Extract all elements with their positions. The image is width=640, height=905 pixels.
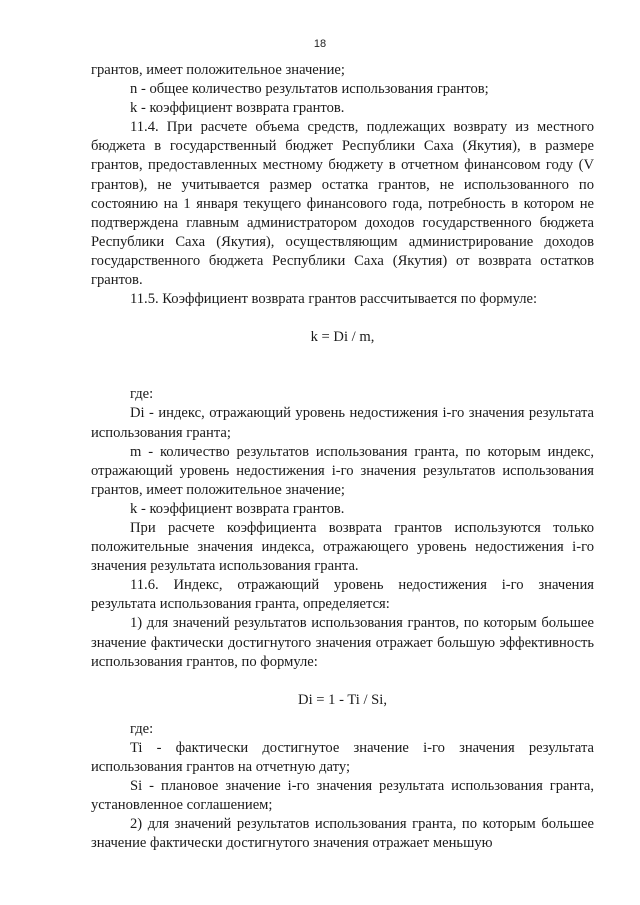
paragraph-continuation: грантов, имеет положительное значение; [91,62,345,78]
formula-di: Di = 1 - Ti / Si, [298,691,387,708]
paragraph-case-2: 2) для значений результатов использования гранта, по которым большее значение фактически достигнутого значения отражает меньшую [91,816,594,852]
paragraph-positive-values: При расчете коэффициента возврата грантов используются только положительные значения индекса, отражающего уровень недостижения i-го значения результата использования гранта. [91,519,594,575]
paragraph-m-definition: m - количество результатов использования гранта, по которым индекс, отражающий уровень недостижения i-го значения результатов использования грантов, имеет положительное значение; [91,443,594,498]
paragraph-11-6: 11.6. Индекс, отражающий уровень недостижения i-го значения результата использования гранта, определяется: [91,577,594,613]
document-body [91,61,594,853]
paragraph-where-1: где: [130,386,154,403]
paragraph-n-definition: n - общее количество результатов использования грантов; [130,81,489,98]
paragraph-di-definition: Di - индекс, отражающий уровень недостижения i-го значения результата использования гранта; [91,405,594,441]
paragraph-where-2: где: [130,720,154,737]
paragraph-k-definition-2: k - коэффициент возврата грантов. [130,500,345,517]
paragraph-k-definition: k - коэффициент возврата грантов. [130,100,345,117]
paragraph-ti-definition: Ti - фактически достигнутое значение i-го значения результата использования грантов на отчетную дату; [91,739,594,775]
paragraph-11-4: 11.4. При расчете объема средств, подлежащих возврату из местного бюджета в государственный бюджет Республики Саха (Якутия), в размере грантов, предоставленных местному бюджету в отчетном финансовом году (V грантов), не учитывается размер остатка грантов, не использованного по состоянию на 1 января текущего финансового года, потребность в котором не подтверждена главным администратором доходов государственного бюджета Республики Саха (Якутия), осуществляющим администрирование доходов государственного бюджета Республики Саха (Якутия) от возврата остатков грантов. [91,119,594,289]
paragraph-case-1: 1) для значений результатов использования грантов, по которым большее значение фактически достигнутого значения отражает большую эффективность использования грантов, по формуле: [91,615,594,670]
paragraph-11-5: 11.5. Коэффициент возврата грантов рассчитывается по формуле: [130,291,538,308]
formula-k: k = Di / m, [310,329,375,346]
page-number: 18 [313,38,327,50]
paragraph-si-definition: Si - плановое значение i-го значения результата использования гранта, установленное соглашением; [91,778,594,814]
